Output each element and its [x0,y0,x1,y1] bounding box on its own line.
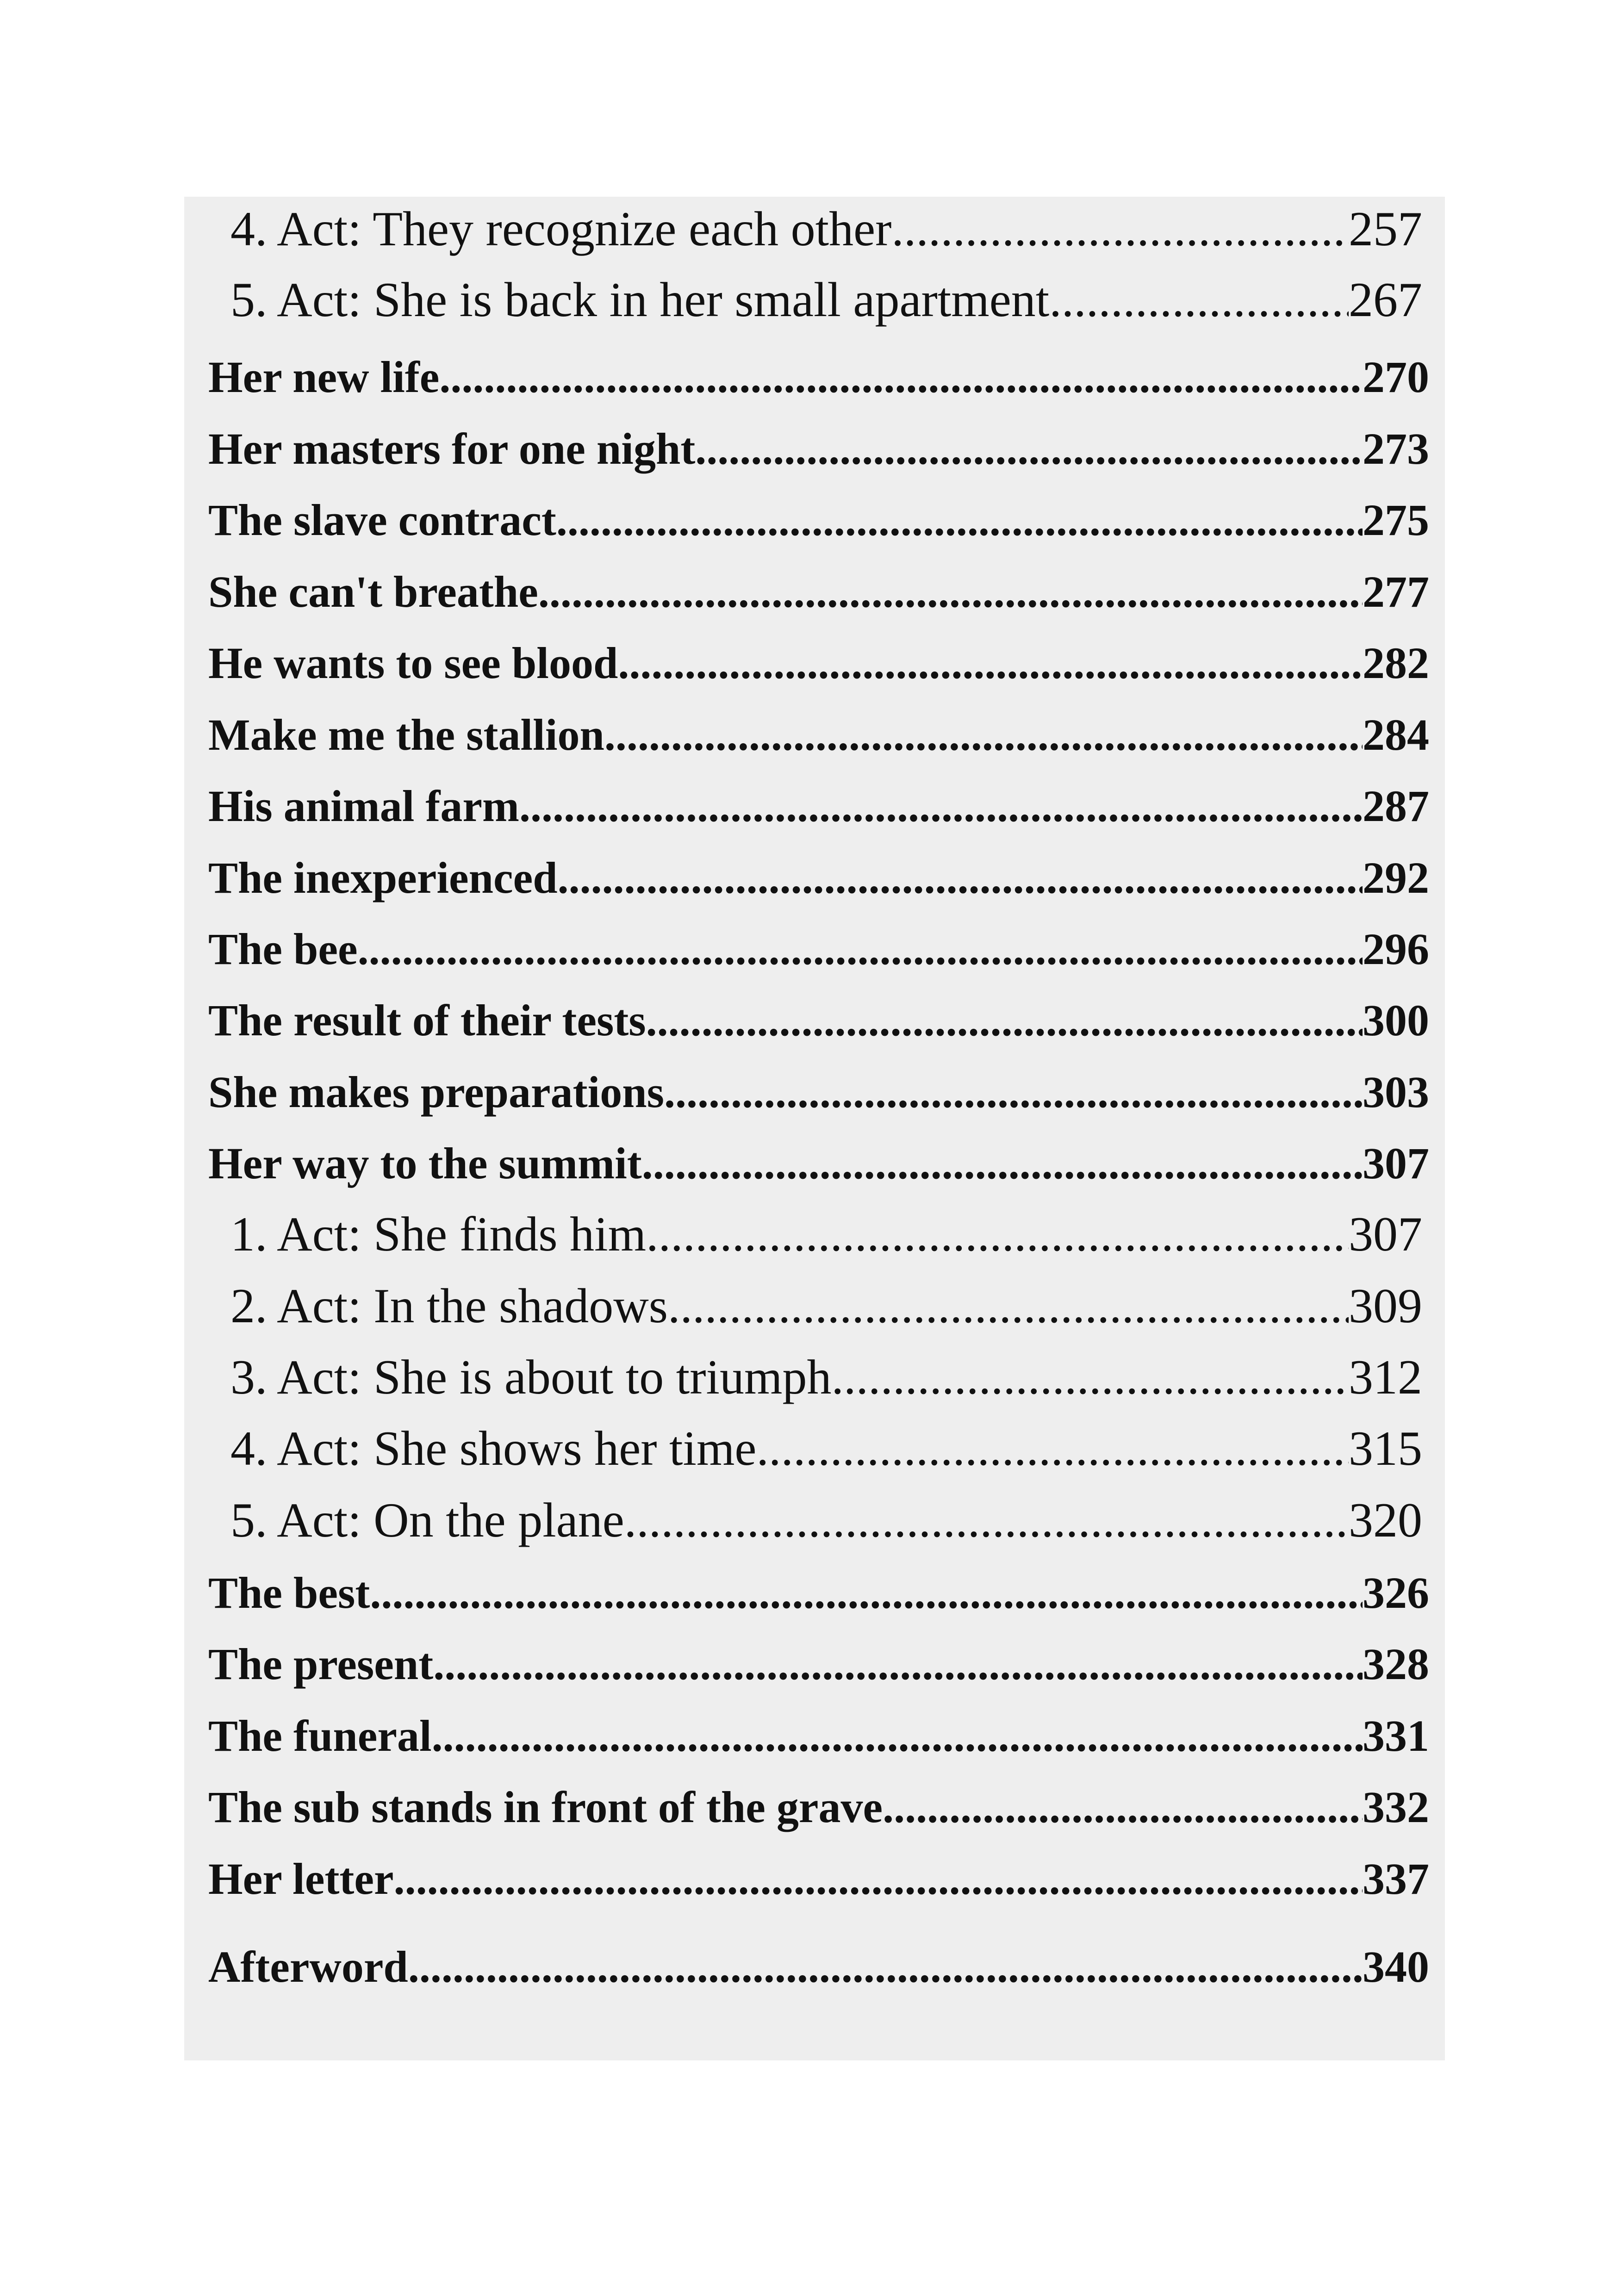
toc-entry-page: 284 [1363,710,1429,759]
toc-entry-title: She makes preparations [208,1067,664,1117]
dot-leader [432,1706,1363,1766]
toc-entry-title: 5. Act: She is back in her small apartment [230,273,1050,327]
toc-entry-title: The best [208,1568,370,1618]
dot-leader [439,347,1363,407]
toc-entry[interactable] [208,419,1429,479]
dot-leader [618,633,1363,693]
dot-leader [891,197,1349,261]
dot-leader [538,562,1363,622]
toc-entry[interactable] [208,919,1429,979]
toc-entry-title: 1. Act: She finds him [230,1207,647,1261]
toc-entry-page: 326 [1363,1568,1429,1618]
toc-entry-title: Her letter [208,1854,394,1904]
toc-entry[interactable] [208,1706,1429,1766]
toc-entry[interactable] [208,347,1429,407]
toc-entry-title: The funeral [208,1711,432,1761]
toc-entry[interactable] [230,1202,1422,1267]
toc-entry-page: 309 [1349,1279,1422,1333]
toc-entry[interactable] [230,1274,1422,1338]
toc-entry[interactable] [208,776,1429,836]
toc-entry-page: 331 [1363,1711,1429,1761]
toc-entry[interactable] [208,1133,1429,1194]
toc-entry-title: 2. Act: In the shadows [230,1279,668,1333]
toc-entry-page: 270 [1363,352,1429,402]
toc-entry-title: Afterword [208,1942,408,1991]
toc-entry-title: He wants to see blood [208,638,618,688]
toc-entry-page: 337 [1363,1854,1429,1904]
dot-leader [664,1062,1363,1122]
dot-leader [883,1777,1363,1837]
dot-leader [408,1937,1363,1997]
toc-entry-title: Her way to the summit [208,1139,642,1188]
toc-entry-title: She can't breathe [208,567,538,616]
dot-leader [433,1634,1363,1694]
toc-entry[interactable] [208,705,1429,765]
toc-entry[interactable] [208,1777,1429,1837]
toc-entry-page: 332 [1363,1782,1429,1832]
toc-entry-title: 5. Act: On the plane [230,1493,624,1547]
dot-leader [519,776,1363,836]
toc-entry[interactable] [208,562,1429,622]
toc-entry-page: 307 [1349,1207,1422,1261]
dot-leader [370,1563,1363,1623]
toc-entry[interactable] [208,1563,1429,1623]
toc-entry-page: 320 [1349,1493,1422,1547]
toc-entry[interactable] [230,197,1422,261]
toc-entry-page: 287 [1363,781,1429,831]
toc-entry-page: 307 [1363,1139,1429,1188]
toc-entry-title: 4. Act: They recognize each other [230,202,892,256]
toc-entry-title: Her new life [208,352,440,402]
toc-entry-page: 315 [1349,1421,1422,1475]
toc-entry[interactable] [208,1937,1429,1997]
toc-entry-title: Her masters for one night [208,424,696,473]
toc-entry-title: His animal farm [208,781,519,831]
dot-leader [358,919,1363,979]
toc-entry[interactable] [208,1849,1429,1909]
toc-entry-title: The inexperienced [208,853,558,902]
toc-entry-title: The slave contract [208,495,556,545]
toc-entry-title: 4. Act: She shows her time [230,1421,757,1475]
toc-entry-title: The bee [208,924,358,974]
toc-entry-page: 292 [1363,853,1429,902]
dot-leader [556,490,1363,550]
toc-entry-title: 3. Act: She is about to triumph [230,1350,832,1404]
toc-entry[interactable] [208,1634,1429,1694]
dot-leader [668,1274,1349,1338]
toc-entry[interactable] [208,848,1429,908]
toc-entry-page: 273 [1363,424,1429,473]
toc-entry-page: 257 [1349,202,1422,256]
toc-entry-page: 300 [1363,996,1429,1045]
dot-leader [604,705,1363,765]
toc-entry-title: Make me the stallion [208,710,604,759]
dot-leader [624,1488,1349,1553]
dot-leader [646,1202,1349,1267]
toc-panel [184,197,1445,2060]
toc-entry[interactable] [230,268,1422,332]
toc-entry-page: 277 [1363,567,1429,616]
dot-leader [695,419,1363,479]
toc-entry-page: 275 [1363,495,1429,545]
toc-entry-title: The present [208,1639,434,1689]
dot-leader [394,1849,1363,1909]
toc-entry-title: The sub stands in front of the grave [208,1782,883,1832]
toc-entry[interactable] [230,1345,1422,1410]
toc-entry-page: 303 [1363,1067,1429,1117]
dot-leader [1049,268,1349,332]
dot-leader [831,1345,1349,1410]
dot-leader [642,1133,1363,1194]
toc-entry-page: 296 [1363,924,1429,974]
toc-entry[interactable] [230,1416,1422,1481]
toc-entry-page: 328 [1363,1639,1429,1689]
dot-leader [558,848,1363,908]
toc-entry[interactable] [208,490,1429,550]
toc-entry[interactable] [208,990,1429,1051]
dot-leader [646,990,1363,1051]
toc-entry-page: 282 [1363,638,1429,688]
toc-entry-title: The result of their tests [208,996,646,1045]
toc-entry-page: 312 [1349,1350,1422,1404]
toc-entry-page: 340 [1363,1942,1429,1991]
toc-entry[interactable] [208,633,1429,693]
toc-entry-page: 267 [1349,273,1422,327]
toc-entry[interactable] [230,1488,1422,1553]
dot-leader [756,1416,1349,1481]
toc-entry[interactable] [208,1062,1429,1122]
